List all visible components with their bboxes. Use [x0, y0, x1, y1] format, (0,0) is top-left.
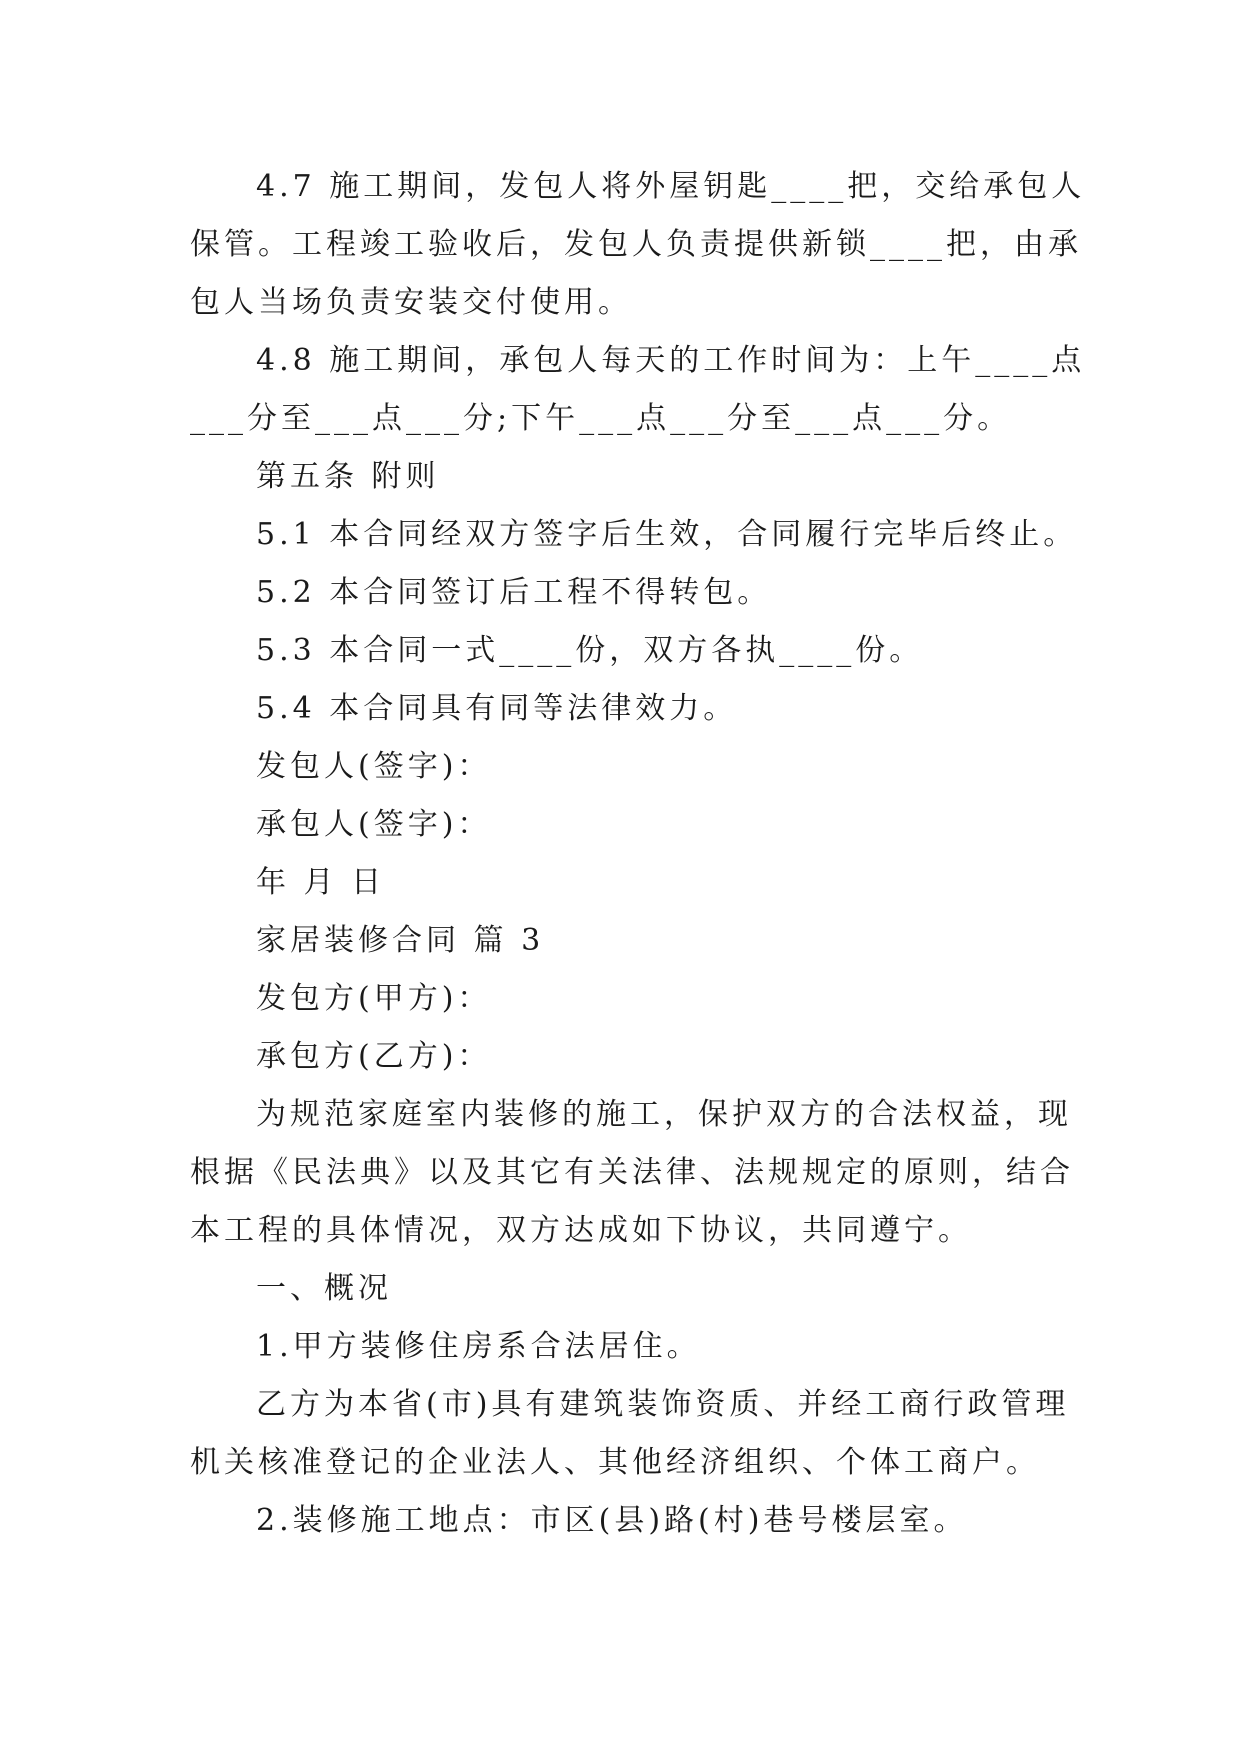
para-4-7-line-3: 包人当场负责安装交付使用。: [190, 285, 632, 320]
para-4-8-line-2: ___分至___点___分;下午___点___分至___点___分。: [190, 401, 1012, 436]
date-line: 年 月 日: [256, 865, 386, 900]
item-2-location: 2.装修施工地点：市区(县)路(村)巷号楼层室。: [256, 1503, 968, 1538]
contractor-signature-label: 承包人(签字)：: [256, 807, 492, 842]
item-1: 1.甲方装修住房系合法居住。: [256, 1329, 701, 1364]
para-4-7-line-2: 保管。工程竣工验收后，发包人负责提供新锁____把，由承: [190, 227, 1082, 262]
para-4-8-line-1: 4.8 施工期间，承包人每天的工作时间为：上午____点: [256, 343, 1086, 378]
contract-title: 家居装修合同 篇 3: [256, 923, 545, 958]
section-heading-overview: 一、概况: [256, 1271, 392, 1306]
party-b-description-line-1: 乙方为本省(市)具有建筑装饰资质、并经工商行政管理: [256, 1387, 1070, 1422]
employer-signature-label: 发包人(签字)：: [256, 749, 492, 784]
party-b-label: 承包方(乙方)：: [256, 1039, 492, 1074]
section-heading-5: 第五条 附则: [256, 459, 440, 494]
para-4-7-line-1: 4.7 施工期间，发包人将外屋钥匙____把，交给承包人: [256, 169, 1086, 204]
clause-5-3: 5.3 本合同一式____份，双方各执____份。: [256, 633, 924, 668]
clause-5-4: 5.4 本合同具有同等法律效力。: [256, 691, 738, 726]
clause-5-1: 5.1 本合同经双方签字后生效，合同履行完毕后终止。: [256, 517, 1078, 552]
preamble-line-2: 根据《民法典》以及其它有关法律、法规规定的原则，结合: [190, 1155, 1074, 1190]
party-a-label: 发包方(甲方)：: [256, 981, 492, 1016]
preamble-line-1: 为规范家庭室内装修的施工，保护双方的合法权益，现: [256, 1097, 1072, 1132]
party-b-description-line-2: 机关核准登记的企业法人、其他经济组织、个体工商户。: [190, 1445, 1040, 1480]
preamble-line-3: 本工程的具体情况，双方达成如下协议，共同遵宁。: [190, 1213, 972, 1248]
clause-5-2: 5.2 本合同签订后工程不得转包。: [256, 575, 772, 610]
